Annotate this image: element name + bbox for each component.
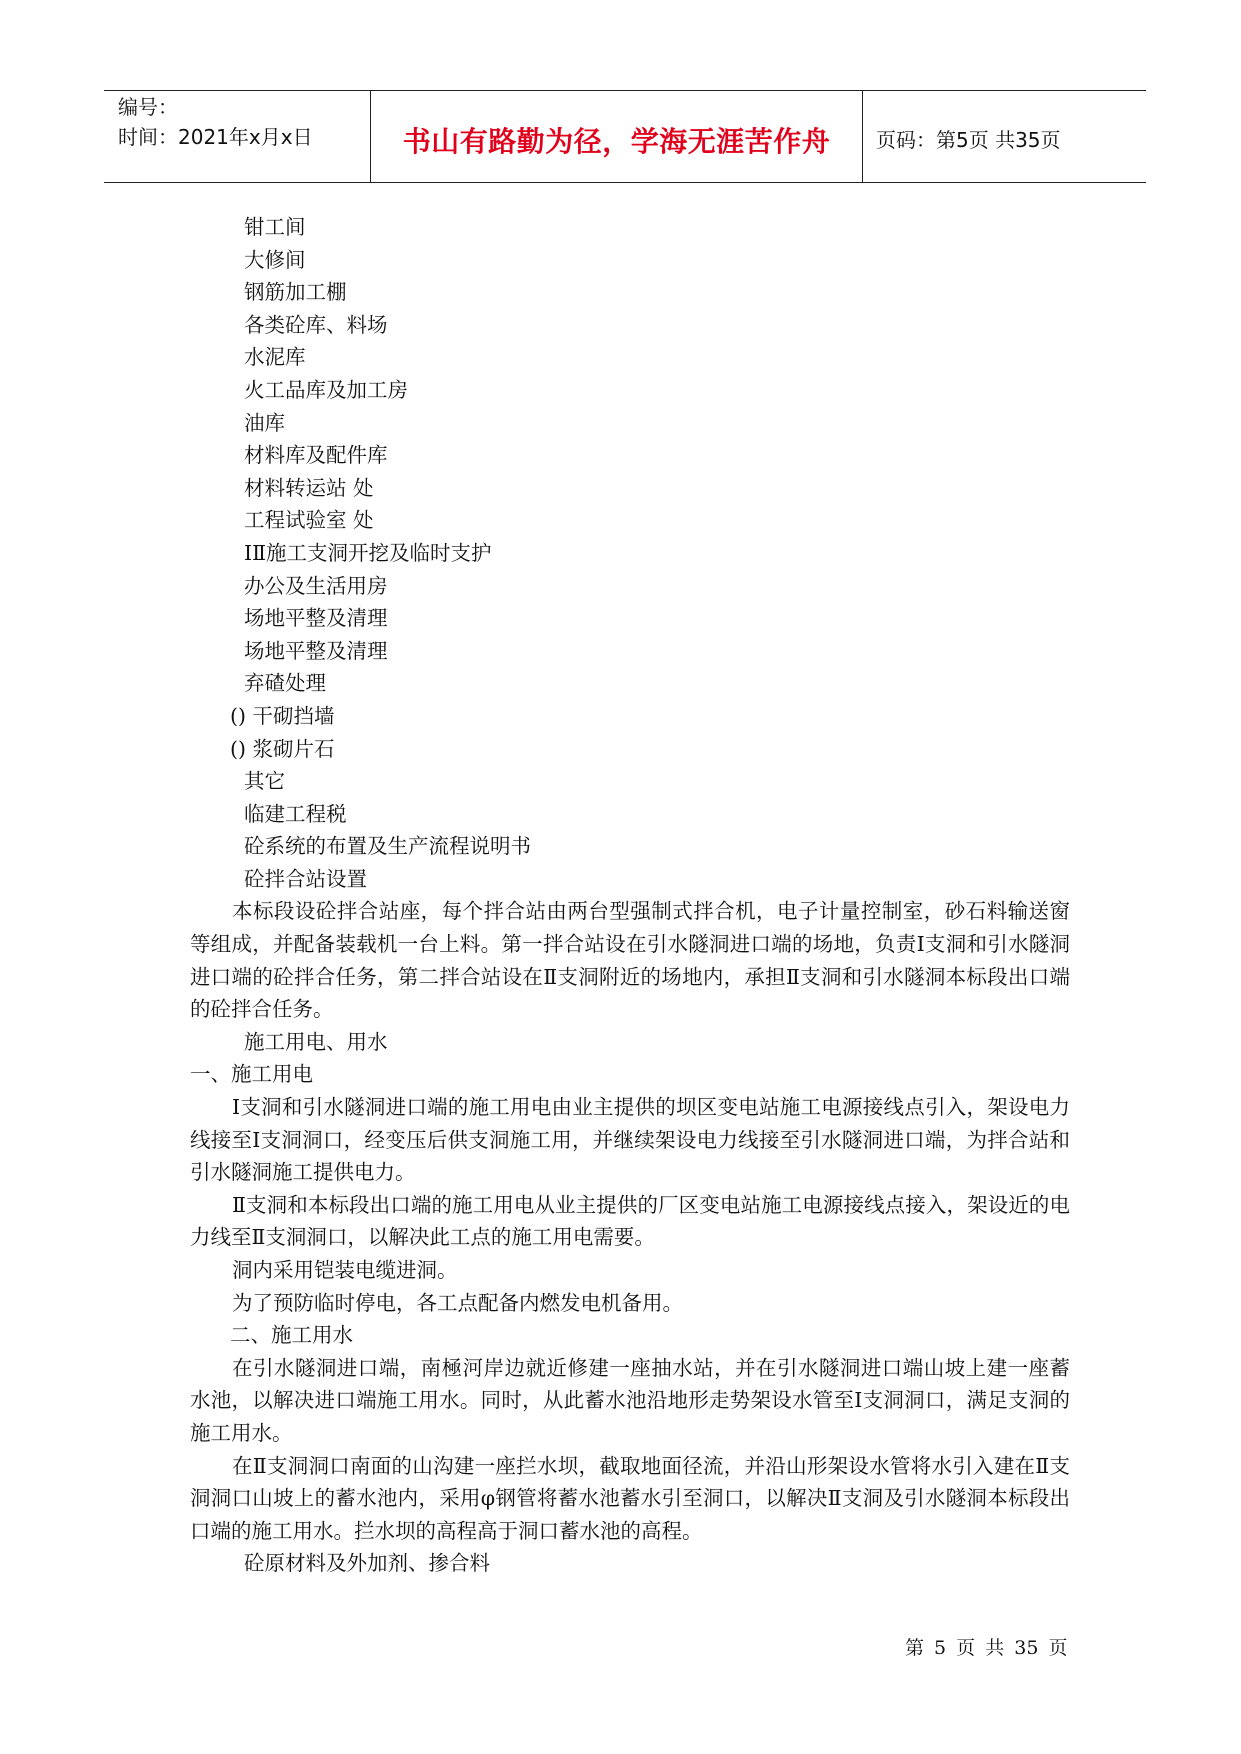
section-heading-power: 一、施工用电 [190,1062,313,1087]
header-top-rule [104,90,1146,91]
paragraph-cable: 洞内采用铠装电缆进洞。 [232,1258,458,1282]
list-item: 材料转运站 处 [244,475,374,500]
list-item: 工程试验室 处 [244,508,374,533]
list-item: 场地平整及清理 [244,638,388,663]
list-item: 各类砼库、料场 [244,312,388,337]
list-item: 油库 [244,410,285,435]
header-page-indicator: 页码：第5页 共35页 [876,128,1061,152]
list-item: 火工品库及加工房 [244,377,408,402]
list-item: 砼系统的布置及生产流程说明书 [244,834,531,859]
header-motto: 书山有路勤为径，学海无涯苦作舟 [402,125,831,158]
list-item: 水泥库 [244,345,306,370]
paragraph-power-exit: Ⅱ支洞和本标段出口端的施工用电从业主提供的厂区变电站施工电源接线点接入，架设近的电力线至Ⅱ支洞洞口，以解决此工点的施工用电需要。 [190,1192,1070,1250]
list-item: 其它 [244,769,285,794]
list-item: 钢筋加工棚 [244,280,347,305]
list-item: ⅠⅡ施工支洞开挖及临时支护 [244,540,492,565]
section-heading-water: 二、施工用水 [230,1323,353,1348]
list-item: 办公及生活用房 [244,573,388,598]
paragraph-power-entry: Ⅰ支洞和引水隧洞进口端的施工用电由业主提供的坝区变电站施工电源接线点引入，架设电力线接至Ⅰ支洞洞口，经变压后供支洞施工用，并继续架设电力线接至引水隧洞进口端，为拌合站和引水隧洞施工提供电力。 [190,1095,1070,1185]
header-divider-right [862,90,863,183]
document-body [190,211,1070,1580]
list-item: 场地平整及清理 [244,606,388,631]
list-item: 钳工间 [244,215,306,239]
header-bottom-rule [104,182,1146,183]
list-item: 砼拌合站设置 [244,866,367,891]
document-time-label: 时间：2021年x月x日 [118,125,313,149]
document-number-label: 编号： [118,95,178,119]
header-meta [118,92,313,152]
section-heading-power-water: 施工用电、用水 [244,1029,388,1054]
list-item: () 干砌挡墙 [230,703,335,728]
list-item: 临建工程税 [244,801,347,826]
list-item: () 浆砌片石 [230,736,335,761]
paragraph-mixing-station: 本标段设砼拌合站座，每个拌合站由两台型强制式拌合机，电子计量控制室，砂石料输送窗等组成，并配备装载机一台上料。第一拌合站设在引水隧洞进口端的场地，负责Ⅰ支洞和引水隧洞进口端的砼拌合任务，第二拌合站设在Ⅱ支洞附近的场地内，承担Ⅱ支洞和引水隧洞本标段出口端的砼拌合任务。 [190,899,1070,1022]
list-item: 材料库及配件库 [244,443,388,468]
paragraph-backup-generator: 为了预防临时停电，各工点配备内燃发电机备用。 [232,1290,683,1315]
paragraph-water-exit: 在Ⅱ支洞洞口南面的山沟建一座拦水坝，截取地面径流，并沿山形架设水管将水引入建在Ⅱ支洞洞口山坡上的蓄水池内，采用φ钢管将蓄水池蓄水引至洞口，以解决Ⅱ支洞及引水隧洞本标段出口端的施工用水。拦水坝的高程高于洞口蓄水池的高程。 [190,1453,1070,1543]
list-item: 弃碴处理 [244,671,326,696]
section-heading-materials: 砼原材料及外加剂、掺合料 [244,1551,490,1576]
list-item: 大修间 [244,247,306,272]
paragraph-water-entry: 在引水隧洞进口端，南極河岸边就近修建一座抽水站，并在引水隧洞进口端山坡上建一座蓄水池，以解决进口端施工用水。同时，从此蓄水池沿地形走势架设水管至Ⅰ支洞洞口，满足支洞的施工用水。 [190,1355,1070,1445]
footer-page-number: 第 5 页 共 35 页 [905,1637,1068,1659]
